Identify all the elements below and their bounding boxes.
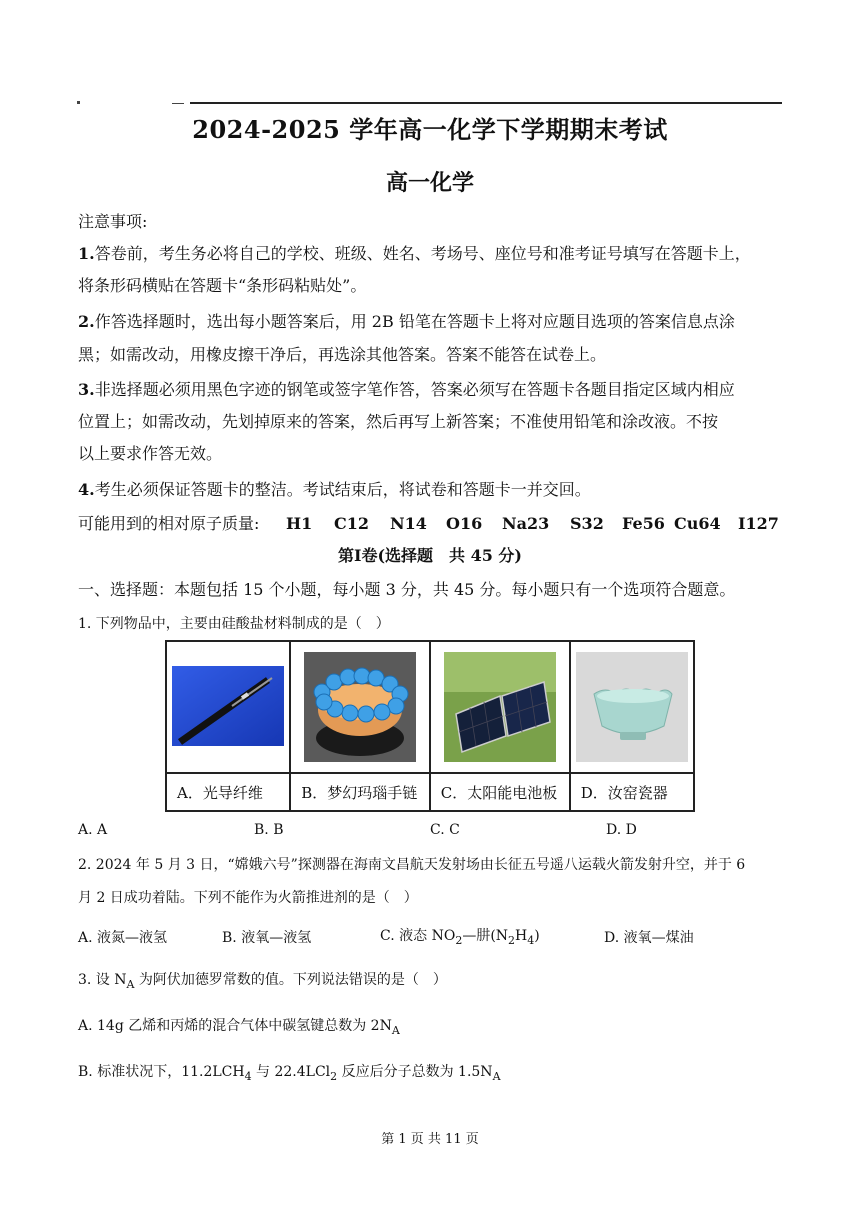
q1-cell-d — [570, 641, 694, 773]
notice-item-3-line-1: 3.非选择题必须用黑色字迹的钢笔或签字笔作答，答案必须写在答题卡各题目指定区域内相应 — [78, 380, 735, 399]
q1-option-c: C. C — [430, 822, 460, 838]
solar-panel-image — [444, 652, 556, 762]
q3-option-b: B. 标准状况下，$11.2LCH_4$ 与 22.4LCl$_2$ 反应后分子总数为 $1.5N_A$ — [78, 1064, 501, 1083]
q3-stem: 3. 设 $N_A$ 为阿伏加德罗常数的值。下列说法错误的是（ ） — [78, 972, 447, 991]
q1-caption-b: B．梦幻玛瑙手链 — [290, 773, 430, 811]
notice-item-2-line-2: 黑；如需改动，用橡皮擦干净后，再选涂其他答案。答案不能答在试卷上。 — [78, 345, 607, 364]
notice-item-3-line-2: 位置上；如需改动，先划掉原来的答案，然后再写上新答案；不准使用铅笔和涂改液。不按 — [78, 412, 719, 431]
section-instructions: 一、选择题：本题包括 15 个小题，每小题 3 分，共 45 分。每小题只有一个选项符合题意。 — [78, 580, 736, 599]
optical-fiber-image — [172, 652, 284, 762]
notice-item-3-line-3: 以上要求作答无效。 — [78, 444, 223, 463]
scan-dot — [77, 101, 80, 104]
agate-bracelet-image — [304, 652, 416, 762]
notice-item-1-line-1: 1.答卷前，考生务必将自己的学校、班级、姓名、考场号、座位号和准考证号填写在答题卡上， — [78, 244, 751, 263]
q1-cell-a — [166, 641, 290, 773]
q3-option-a: A. 14g 乙烯和丙烯的混合气体中碳氢键总数为 $2N_A$ — [78, 1018, 400, 1037]
header-dash — [172, 103, 184, 104]
q2-stem-line-1: 2. 2024 年 5 月 3 日，“嫦娥六号”探测器在海南文昌航天发射场由长征五号遥八运载火箭发射升空，并于 6 — [78, 857, 746, 873]
notice-item-4-line-1: 4.考生必须保证答题卡的整洁。考试结束后，将试卷和答题卡一并交回。 — [78, 480, 591, 499]
q1-option-a: A. A — [78, 822, 108, 838]
q1-stem: 1. 下列物品中，主要由硅酸盐材料制成的是（ ） — [78, 616, 390, 632]
q2-option-c: C. 液态 $NO_2—$肼$(N_2H_4)$ — [380, 928, 540, 947]
q2-option-b: B. 液氧—液氢 — [222, 930, 312, 946]
q2-stem-line-2: 月 2 日成功着陆。下列不能作为火箭推进剂的是（ ） — [78, 890, 418, 906]
atomic-mass-s: S32 — [570, 514, 604, 533]
atomic-mass-h: H1 — [286, 514, 313, 533]
atomic-mass-c: C12 — [334, 514, 369, 533]
atomic-mass-o: O16 — [446, 514, 483, 533]
atomic-mass-label: 可能用到的相对原子质量: — [78, 514, 260, 533]
atomic-mass-n: N14 — [390, 514, 427, 533]
q1-caption-a: A．光导纤维 — [166, 773, 290, 811]
notice-item-1-line-2: 将条形码横贴在答题卡“条形码粘贴处”。 — [78, 276, 367, 295]
atomic-mass-fe: Fe56 — [622, 514, 665, 533]
exam-title: 2024-2025 学年高一化学下学期期末考试 — [192, 115, 668, 144]
ru-porcelain-image — [576, 652, 688, 762]
q1-caption-d: D．汝窑瓷器 — [570, 773, 694, 811]
atomic-mass-i: I127 — [738, 514, 779, 533]
header-rule — [190, 102, 782, 104]
exam-subtitle: 高一化学 — [385, 170, 474, 196]
page-number: 第 1 页 共 11 页 — [381, 1132, 479, 1147]
q1-caption-c: C．太阳能电池板 — [430, 773, 570, 811]
q2-option-d: D. 液氧—煤油 — [604, 930, 694, 946]
atomic-mass-na: Na23 — [502, 514, 550, 533]
atomic-mass-cu: Cu64 — [674, 514, 721, 533]
notice-heading: 注意事项: — [78, 212, 148, 231]
q1-cell-b — [290, 641, 430, 773]
q1-image-table — [165, 640, 695, 812]
q2-option-a: A. 液氮—液氢 — [78, 930, 168, 946]
q1-option-d: D. D — [606, 822, 637, 838]
notice-item-2-line-1: 2.作答选择题时，选出每小题答案后，用 2B 铅笔在答题卡上将对应题目选项的答案信息点涂 — [78, 312, 735, 331]
q1-option-b: B. B — [254, 822, 284, 838]
section-volume: 第Ⅰ卷(选择题 共 45 分) — [337, 546, 523, 565]
q1-cell-c — [430, 641, 570, 773]
